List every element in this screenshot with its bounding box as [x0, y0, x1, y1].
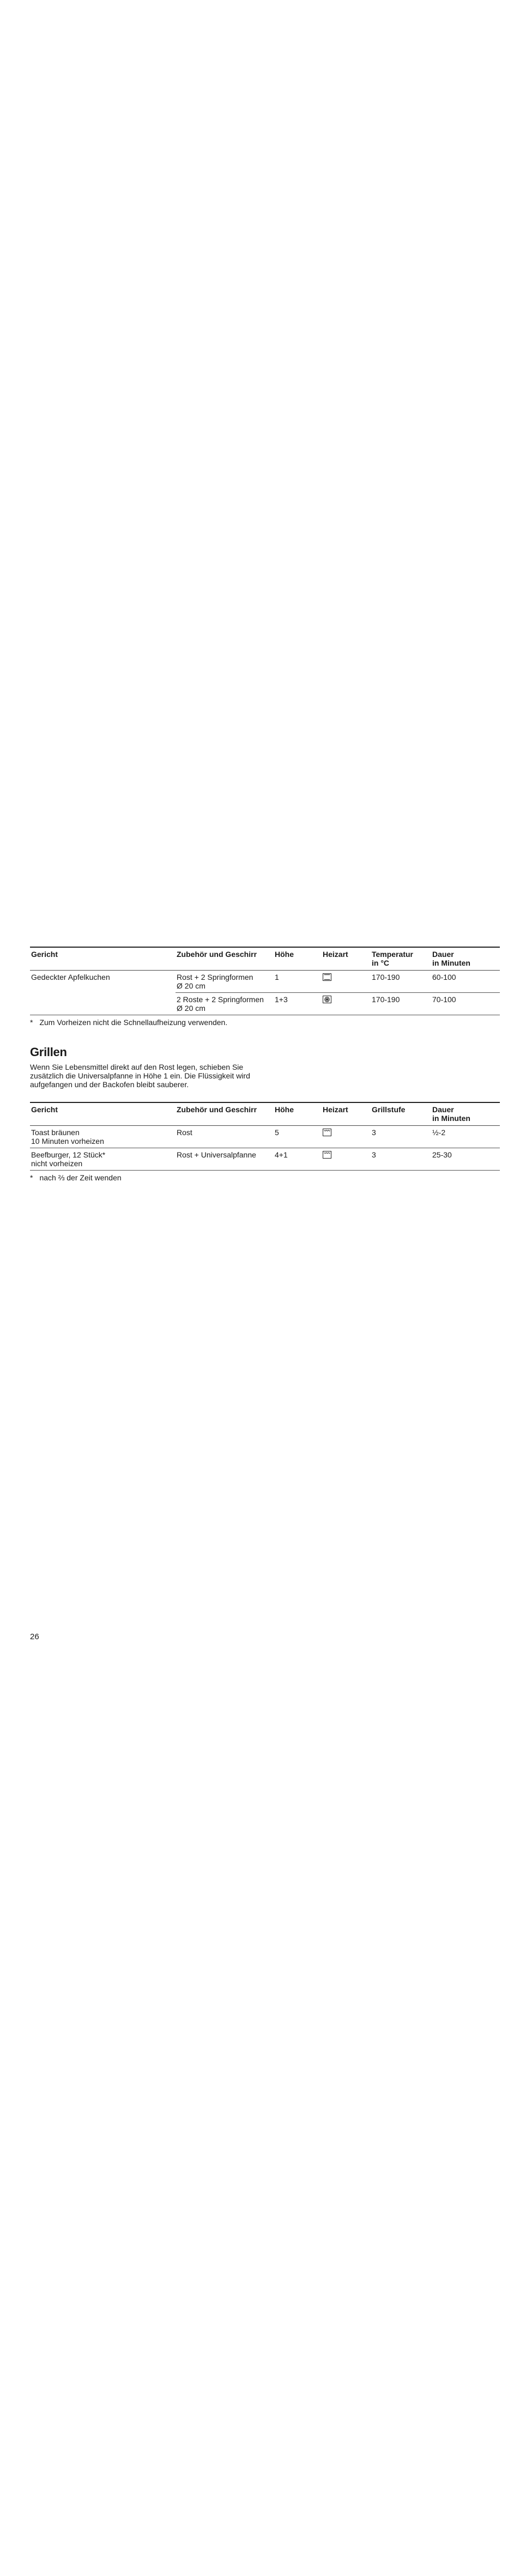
section-title-grillen: Grillen — [30, 1045, 67, 1059]
column-header-duration: Dauer in Minuten — [431, 947, 500, 971]
column-header-dish: Gericht — [30, 947, 176, 971]
baking-table — [30, 947, 500, 1015]
section-intro: Wenn Sie Lebensmittel direkt auf den Rost legen, schieben Sie zusätzlich die Universalpfanne in Höhe 1 ein. Die Flüssigkeit wird aufgefangen und der Backofen bleibt sauberer. — [30, 1063, 250, 1089]
table-row — [30, 1148, 500, 1171]
cell-dish: Gedeckter Apfelkuchen — [30, 971, 176, 1015]
cell-accessory: 2 Roste + 2 Springformen Ø 20 cm — [176, 993, 274, 1015]
cell-grill-level: 3 — [371, 1126, 431, 1148]
column-header-height: Höhe — [274, 947, 322, 971]
grill-table-footnote — [30, 1173, 500, 1182]
cell-height: 4+1 — [274, 1148, 322, 1171]
footnote-text: Zum Vorheizen nicht die Schnellaufheizung verwenden. — [39, 1018, 228, 1027]
cell-heat-type — [322, 1148, 371, 1171]
cell-height: 5 — [274, 1126, 322, 1148]
table-row — [30, 1126, 500, 1148]
column-header-duration: Dauer in Minuten — [431, 1102, 500, 1126]
cell-grill-level: 3 — [371, 1148, 431, 1171]
cell-duration: ½-2 — [431, 1126, 500, 1148]
grill-icon — [323, 1129, 331, 1136]
column-header-height: Höhe — [274, 1102, 322, 1126]
cell-dish: Toast bräunen 10 Minuten vorheizen — [30, 1126, 176, 1148]
page-number: 26 — [30, 1632, 39, 1641]
page-content — [30, 947, 500, 1182]
footnote-text: nach ⅔ der Zeit wenden — [39, 1173, 122, 1182]
cell-temperature: 170-190 — [371, 993, 431, 1015]
top-bottom-heat-icon — [323, 973, 331, 981]
cell-temperature: 170-190 — [371, 971, 431, 993]
footnote-mark: * — [30, 1018, 33, 1027]
cell-accessory: Rost — [176, 1126, 274, 1148]
cell-duration: 60-100 — [431, 971, 500, 993]
cell-accessory: Rost + Universalpfanne — [176, 1148, 274, 1171]
cell-accessory: Rost + 2 Springformen Ø 20 cm — [176, 971, 274, 993]
cell-height: 1 — [274, 971, 322, 993]
grill-icon — [323, 1151, 331, 1159]
column-header-accessory: Zubehör und Geschirr — [176, 1102, 274, 1126]
table-header-row — [30, 1102, 500, 1126]
column-header-heat-type: Heizart — [322, 1102, 371, 1126]
cell-duration: 25-30 — [431, 1148, 500, 1171]
cell-height: 1+3 — [274, 993, 322, 1015]
column-header-temperature: Temperatur in °C — [371, 947, 431, 971]
column-header-grill-level: Grillstufe — [371, 1102, 431, 1126]
cell-dish: Beefburger, 12 Stück* nicht vorheizen — [30, 1148, 176, 1171]
cell-heat-type — [322, 971, 371, 993]
baking-table-footnote — [30, 1018, 500, 1027]
column-header-accessory: Zubehör und Geschirr — [176, 947, 274, 971]
grill-table — [30, 1102, 500, 1171]
column-header-heat-type: Heizart — [322, 947, 371, 971]
cell-duration: 70-100 — [431, 993, 500, 1015]
hot-air-fan-icon — [323, 996, 331, 1003]
cell-heat-type — [322, 1126, 371, 1148]
table-header-row — [30, 947, 500, 971]
table-row — [30, 971, 500, 993]
column-header-dish: Gericht — [30, 1102, 176, 1126]
footnote-mark: * — [30, 1173, 33, 1182]
cell-heat-type — [322, 993, 371, 1015]
